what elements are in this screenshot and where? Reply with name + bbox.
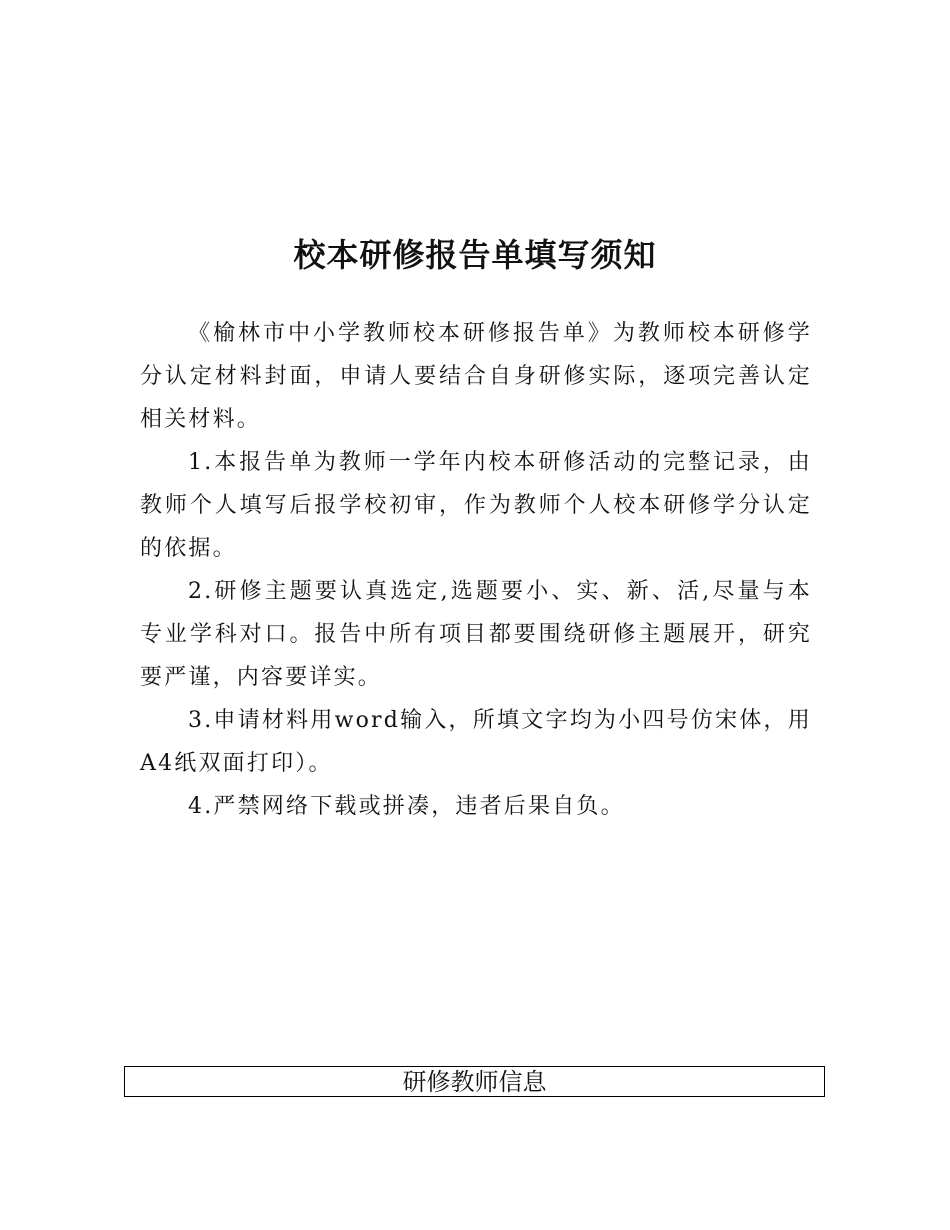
instruction-item-1: 1.本报告单为教师一学年内校本研修活动的完整记录，由教师个人填写后报学校初审，作为教师个人校本研修学分认定的依据。 xyxy=(140,450,812,561)
instruction-item-4: 4.严禁网络下载或拼凑，违者后果自负。 xyxy=(188,794,625,819)
instruction-item-3: 3.申请材料用word输入，所填文字均为小四号仿宋体，用A4纸双面打印）。 xyxy=(140,708,812,776)
teacher-info-section-header: 研修教师信息 xyxy=(124,1066,825,1097)
instruction-item-2: 2.研修主题要认真选定,选题要小、实、新、活,尽量与本专业学科对口。报告中所有项目都要围绕研修主题展开，研究要严谨，内容要详实。 xyxy=(140,579,812,690)
page-title: 校本研修报告单填写须知 xyxy=(293,236,657,274)
intro-paragraph: 《榆林市中小学教师校本研修报告单》为教师校本研修学分认定材料封面，申请人要结合自身研修实际，逐项完善认定相关材料。 xyxy=(140,321,812,432)
instructions-body xyxy=(140,312,812,828)
